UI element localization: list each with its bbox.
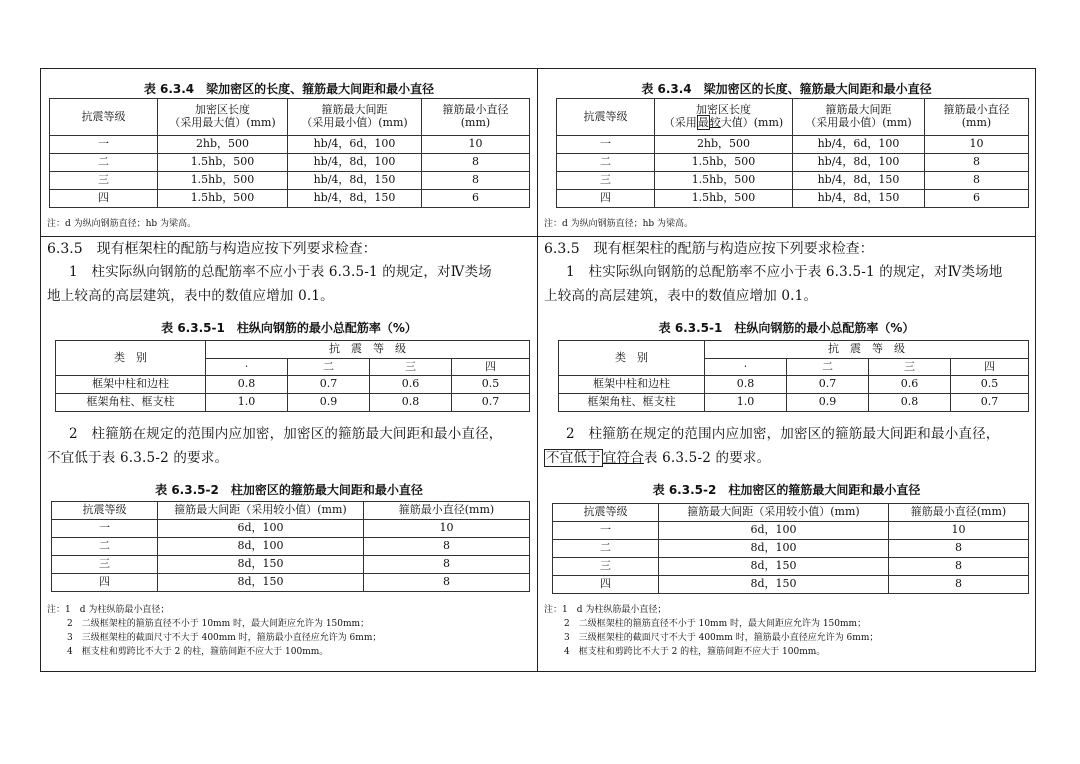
- header-max-spacing: 箍筋最大间距 （采用最小值）(mm): [793, 99, 925, 136]
- header-seismic-grade: 抗震等级: [50, 99, 158, 136]
- header-min-diameter: 箍筋最小直径 (mm): [925, 99, 1029, 136]
- paragraph-2-line-2: 不宜低于 宜符合表 6.3.5-2 的要求。: [546, 450, 771, 466]
- table-row: 一 6d，100 10: [52, 520, 530, 538]
- table-6352: 抗震等级 箍筋最大间距（采用较小值）(mm) 箍筋最小直径(mm) 一 6d，100 10 二 8d，100 8 三 8d，150 8 四 8d，150 8: [51, 501, 530, 592]
- header-category: 类 别: [559, 341, 705, 376]
- section-635-heading: 6.3.5 现有框架柱的配筋与构造应按下列要求检查：: [544, 241, 874, 257]
- table-634: [49, 98, 530, 208]
- header-zone-length: 加密区长度 （采用最较大值）(mm): [655, 99, 793, 136]
- table-row: 框架中柱和边柱 0.8 0.7 0.6 0.5: [559, 376, 1029, 394]
- table-row: 四 8d，150 8: [553, 576, 1029, 594]
- table-row: 二 8d，100 8: [52, 538, 530, 556]
- header-seismic-grade: 抗震等级: [557, 99, 655, 136]
- table-634: [556, 98, 1029, 208]
- section-635-heading: 6.3.5 现有框架柱的配筋与构造应按下列要求检查：: [47, 241, 377, 257]
- table-6351: 类 别 抗 震 等 级 · 二 三 四 框架中柱和边柱 0.8 0.7 0.6 0.5 框架角柱、框支柱 1.0 0.9 0.8 0.7: [55, 340, 530, 412]
- table-row: 三 1.5hb，500 hb/4，8d，150 8: [557, 172, 1029, 190]
- table-row: 框架角柱、框支柱 1.0 0.9 0.8 0.7: [56, 394, 530, 412]
- table-row: 框架中柱和边柱 0.8 0.7 0.6 0.5: [56, 376, 530, 394]
- table-row: 框架角柱、框支柱 1.0 0.9 0.8 0.7: [559, 394, 1029, 412]
- table-row: 三 8d，150 8: [52, 556, 530, 574]
- header-max-spacing: 箍筋最大间距 （采用最小值）(mm): [288, 99, 422, 136]
- deleted-text-box: 不宜低于: [546, 450, 601, 466]
- paragraph-2-line-1: 2 柱箍筋在规定的范围内应加密，加密区的箍筋最大间距和最小直径，: [69, 426, 503, 442]
- paragraph-1-line-1: 1 柱实际纵向钢筋的总配筋率不应小于表 6.3.5-1 的规定，对Ⅳ类场地: [566, 264, 1003, 280]
- original-column: [41, 68, 537, 672]
- paragraph-1-line-1: 1 柱实际纵向钢筋的总配筋率不应小于表 6.3.5-1 的规定，对Ⅳ类场: [69, 264, 492, 280]
- table-634-title: 表 6.3.4 梁加密区的长度、箍筋最大间距和最小直径: [641, 82, 932, 96]
- header-category: 类 别: [56, 341, 206, 376]
- table-row: 二 8d，100 8: [553, 540, 1029, 558]
- table-row: 三 1.5hb，500 hb/4，8d，150 8: [50, 172, 530, 190]
- table-row: 一 2hb，500 hb/4，6d，100 10: [557, 136, 1029, 154]
- deleted-char-box: 最: [697, 116, 709, 129]
- notes-block: 注：1 d 为柱纵筋最小直径； 2 二级框架柱的箍筋直径不小于 10mm 时，最大间距应允许为 150mm； 3 三级框架柱的截面尺寸不大于 400mm 时，箍筋最小直径应允许为 6mm； 4 框支柱和剪跨比不大于 2 的柱，箍筋间距不应大于 100mm。: [47, 605, 382, 657]
- table-6352-title: 表 6.3.5-2 柱加密区的箍筋最大间距和最小直径: [155, 483, 423, 497]
- notes-block: 注：1 d 为柱纵筋最小直径； 2 二级框架柱的箍筋直径不小于 10mm 时，最大间距应允许为 150mm； 3 三级框架柱的截面尺寸不大于 400mm 时，箍筋最小直径应允许为 6mm； 4 框支柱和剪跨比不大于 2 的柱，箍筋间距不应大于 100mm。: [544, 605, 879, 657]
- paragraph-1-line-2: 地上较高的高层建筑，表中的数值应增加 0.1。: [47, 288, 334, 304]
- table-6352: 抗震等级 箍筋最大间距（采用较小值）(mm) 箍筋最小直径(mm) 一 6d，100 10 二 8d，100 8 三 8d，150 8 四 8d，150 8: [552, 503, 1029, 594]
- table-row: 四 1.5hb，500 hb/4，8d，150 6: [50, 190, 530, 208]
- table-row: 四 1.5hb，500 hb/4，8d，150 6: [557, 190, 1029, 208]
- paragraph-1-line-2: 上较高的高层建筑，表中的数值应增加 0.1。: [544, 288, 818, 304]
- table-6351-title: 表 6.3.5-1 柱纵向钢筋的最小总配筋率（%）: [658, 321, 915, 335]
- table-6352-title: 表 6.3.5-2 柱加密区的箍筋最大间距和最小直径: [652, 483, 921, 497]
- table-634-note: 注：d 为纵向钢筋直径；hb 为梁高。: [544, 219, 694, 229]
- table-634-title: 表 6.3.4 梁加密区的长度、箍筋最大间距和最小直径: [143, 82, 435, 96]
- table-634-note: 注：d 为纵向钢筋直径；hb 为梁高。: [47, 219, 197, 229]
- header-min-diameter: 箍筋最小直径 (mm): [422, 99, 530, 136]
- paragraph-2-line-1: 2 柱箍筋在规定的范围内应加密，加密区的箍筋最大间距和最小直径，: [566, 426, 1000, 442]
- header-seismic-levels: 抗 震 等 级: [705, 341, 1029, 359]
- header-seismic-levels: 抗 震 等 级: [206, 341, 530, 359]
- inserted-text: 宜符合: [602, 450, 644, 466]
- revised-column: [538, 68, 1035, 672]
- table-6351: 类 别 抗 震 等 级 · 二 三 四 框架中柱和边柱 0.8 0.7 0.6 0.5 框架角柱、框支柱 1.0 0.9 0.8 0.7: [558, 340, 1029, 412]
- table-row: 二 1.5hb，500 hb/4，8d，100 8: [557, 154, 1029, 172]
- header-zone-length: 加密区长度 （采用最大值）(mm): [158, 99, 288, 136]
- inserted-char: 较: [709, 116, 721, 129]
- table-row: 一 2hb，500 hb/4，6d，100 10: [50, 136, 530, 154]
- table-row: 二 1.5hb，500 hb/4，8d，100 8: [50, 154, 530, 172]
- paragraph-2-line-2: 不宜低于表 6.3.5-2 的要求。: [47, 450, 229, 466]
- table-6351-title: 表 6.3.5-1 柱纵向钢筋的最小总配筋率（%）: [161, 321, 417, 335]
- table-row: 四 8d，150 8: [52, 574, 530, 592]
- table-row: 一 6d，100 10: [553, 522, 1029, 540]
- table-row: 三 8d，150 8: [553, 558, 1029, 576]
